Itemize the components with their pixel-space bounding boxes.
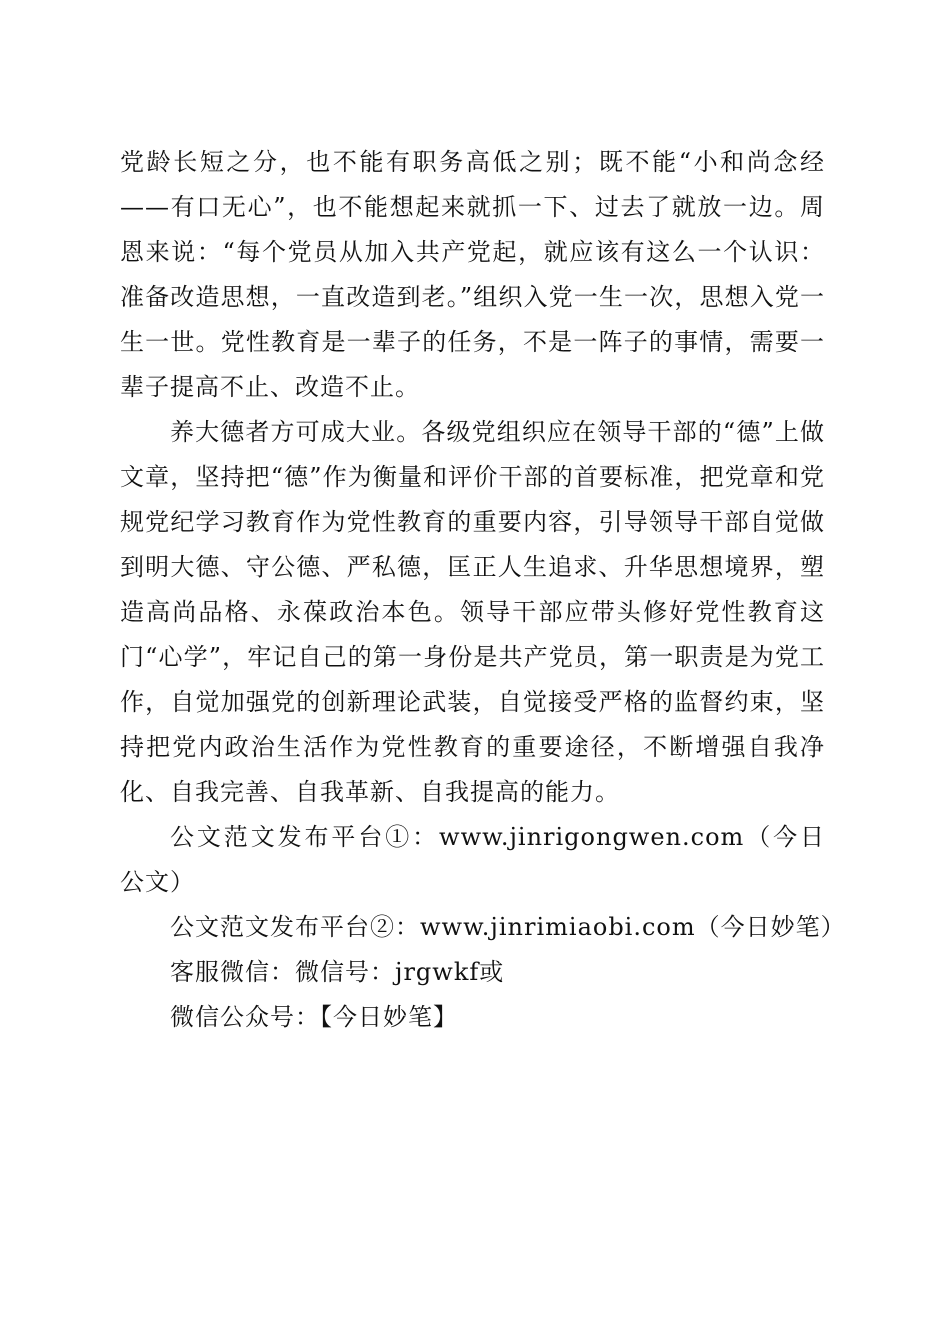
footer-platform-2: 公文范文发布平台②：www.jinrimiaobi.com（今日妙笔） <box>170 913 846 941</box>
document-body <box>120 140 846 1040</box>
paragraph-party-education: 党龄长短之分，也不能有职务高低之别；既不能“小和尚念经——有口无心”，也不能想起来就抓一下、过去了就放一边。周恩来说：“每个党员从加入共产党起，就应该有这么一个认识：准备改造思想，一直改造到老。”组织入党一生一次，思想入党一生一世。党性教育是一辈子的任务，不是一阵子的事情，需要一辈子提高不止、改造不止。 <box>120 148 825 401</box>
footer-wechat-account: 微信公众号：【今日妙笔】 <box>170 1003 458 1031</box>
paragraph-moral-cultivation: 养大德者方可成大业。各级党组织应在领导干部的“德”上做文章，坚持把“德”作为衡量和评价干部的首要标准，把党章和党规党纪学习教育作为党性教育的重要内容，引导领导干部自觉做到明大德、守公德、严私德，匡正人生追求、升华思想境界，塑造高尚品格、永葆政治本色。领导干部应带头修好党性教育这门“心学”，牢记自己的第一身份是共产党员，第一职责是为党工作，自觉加强党的创新理论武装，自觉接受严格的监督约束，坚持把党内政治生活作为党性教育的重要途径，不断增强自我净化、自我完善、自我革新、自我提高的能力。 <box>120 418 825 806</box>
footer-customer-service: 客服微信：微信号：jrgwkf或 <box>170 958 505 986</box>
footer-platform-1: 公文范文发布平台①：www.jinrigongwen.com（今日公文） <box>120 823 825 896</box>
